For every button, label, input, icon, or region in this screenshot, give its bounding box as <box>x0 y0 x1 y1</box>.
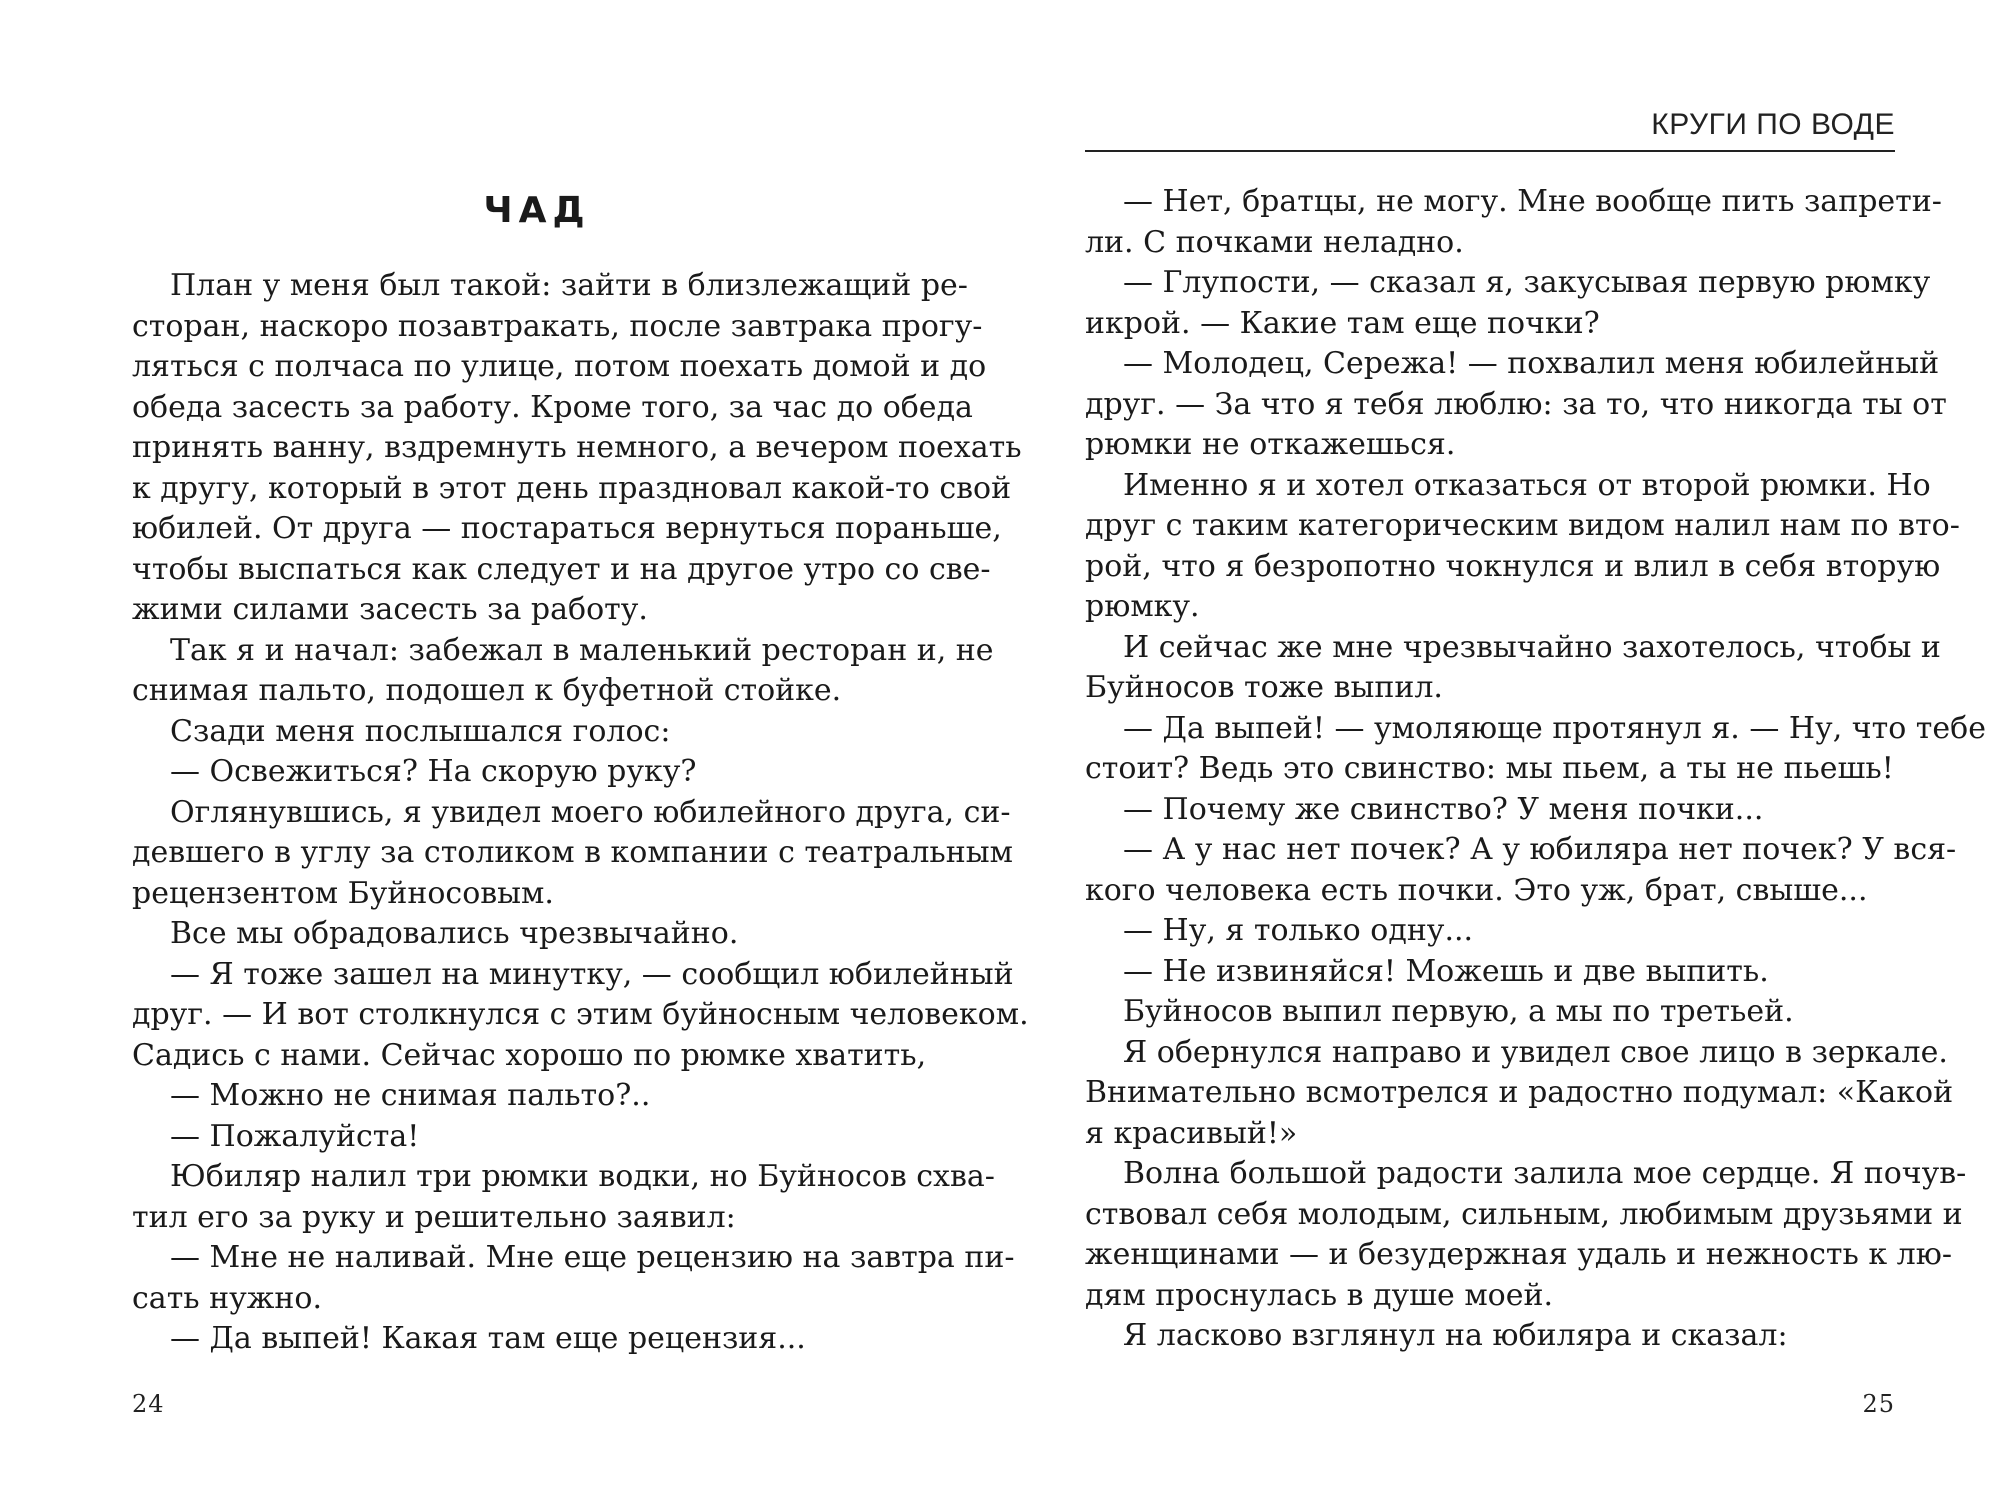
text-line: Я ласково взглянул на юбиляра и сказал: <box>1123 1318 1788 1353</box>
text-line: чтобы выспаться как следует и на другое утро со све- <box>132 551 991 587</box>
text-line: Садись с нами. Сейчас хорошо по рюмке хватить, <box>132 1037 927 1073</box>
text-line: рюмку. <box>1085 589 1200 624</box>
text-line: девшего в углу за столиком в компании с театральным <box>132 835 1013 870</box>
text-line: юбилей. От друга — постараться вернуться пораньше, <box>132 511 1002 546</box>
text-line: друг. — И вот столкнулся с этим буйносным человеком. <box>132 997 1029 1032</box>
text-line: снимая пальто, подошел к буфетной стойке. <box>132 673 842 708</box>
chapter-title: ЧАД <box>483 190 591 231</box>
right-body-text <box>1085 182 1986 1357</box>
text-line: женщинами — и безудержная удаль и нежность к лю- <box>1085 1237 1952 1272</box>
running-head: КРУГИ ПО ВОДЕ <box>1651 108 1895 141</box>
running-head-rule <box>1085 150 1895 152</box>
text-line: Юбиляр налил три рюмки водки, но Буйносов схва- <box>170 1159 995 1194</box>
page-number-right: 25 <box>1862 1390 1895 1418</box>
text-line: рой, что я безропотно чокнулся и влил в себя вторую <box>1085 548 1941 584</box>
text-line: Оглянувшись, я увидел моего юбилейного друга, си- <box>170 794 1011 830</box>
left-body-text <box>132 266 1029 1360</box>
text-line: — Можно не снимая пальто?.. <box>170 1078 651 1113</box>
text-line: кого человека есть почки. Это уж, брат, свыше... <box>1085 872 1868 908</box>
text-line: Внимательно всмотрелся и радостно подумал: «Какой <box>1085 1075 1954 1110</box>
text-line: — Я тоже зашел на минутку, — сообщил юбилейный <box>170 956 1014 992</box>
text-line: План у меня был такой: зайти в близлежащий ре- <box>170 268 968 303</box>
text-line: к другу, который в этот день праздновал какой-то свой <box>132 470 1012 506</box>
text-line: Все мы обрадовались чрезвычайно. <box>170 916 739 951</box>
text-line: ствовал себя молодым, сильным, любимым друзьями и <box>1085 1196 1963 1232</box>
text-line: — А у нас нет почек? А у юбиляра нет почек? У вся- <box>1123 832 1957 867</box>
text-line: стоит? Ведь это свинство: мы пьем, а ты не пьешь! <box>1085 751 1894 786</box>
text-line: Я обернулся направо и увидел свое лицо в зеркале. <box>1123 1034 1948 1070</box>
text-line: — Да выпей! — умоляюще протянул я. — Ну, что тебе <box>1123 710 1986 746</box>
text-line: — Молодец, Сережа! — похвалил меня юбилейный <box>1123 346 1940 381</box>
text-line: — Нет, братцы, не могу. Мне вообще пить запрети- <box>1123 184 1942 219</box>
text-line: друг. — За что я тебя люблю: за то, что никогда ты от <box>1085 386 1947 422</box>
text-line: тил его за руку и решительно заявил: <box>132 1199 736 1235</box>
text-line: жими силами засесть за работу. <box>132 592 648 627</box>
text-line: Сзади меня послышался голос: <box>170 713 671 749</box>
text-line: сать нужно. <box>132 1280 322 1316</box>
text-line: рюмки не откажешься. <box>1085 427 1456 462</box>
text-line: И сейчас же мне чрезвычайно захотелось, чтобы и <box>1123 629 1941 665</box>
text-line: икрой. — Какие там еще почки? <box>1085 305 1600 341</box>
text-line: Так я и начал: забежал в маленький ресторан и, не <box>170 632 994 668</box>
text-line: — Пожалуйста! <box>170 1118 420 1154</box>
text-line: — Глупости, — сказал я, закусывая первую рюмку <box>1123 265 1931 300</box>
text-line: Буйносов выпил первую, а мы по третьей. <box>1123 994 1794 1029</box>
text-line: обеда засесть за работу. Кроме того, за час до обеда <box>132 389 973 425</box>
page-number-left: 24 <box>132 1390 165 1418</box>
text-line: — Не извиняйся! Можешь и две выпить. <box>1123 953 1769 989</box>
text-line: друг с таким категорическим видом налил нам по вто- <box>1085 508 1960 543</box>
text-line: Буйносов тоже выпил. <box>1085 670 1443 705</box>
text-line: принять ванну, вздремнуть немного, а вечером поехать <box>132 430 1022 465</box>
text-line: — Да выпей! Какая там еще рецензия... <box>170 1321 806 1356</box>
text-line: Волна большой радости залила мое сердце. Я почув- <box>1123 1156 1967 1191</box>
text-line: рецензентом Буйносовым. <box>132 875 554 911</box>
text-line: ли. С почками неладно. <box>1085 224 1464 260</box>
text-line: — Ну, я только одну... <box>1123 913 1474 948</box>
text-line: — Мне не наливай. Мне еще рецензию на завтра пи- <box>170 1240 1015 1275</box>
text-line: ляться с полчаса по улице, потом поехать домой и до <box>132 349 987 384</box>
text-line: — Почему же свинство? У меня почки... <box>1123 791 1764 827</box>
text-line: Именно я и хотел отказаться от второй рюмки. Но <box>1123 467 1931 503</box>
text-line: дям проснулась в душе моей. <box>1085 1277 1554 1313</box>
text-line: я красивый!» <box>1085 1115 1298 1151</box>
text-line: — Освежиться? На скорую руку? <box>170 754 697 789</box>
text-line: сторан, наскоро позавтракать, после завтрака прогу- <box>132 308 983 344</box>
